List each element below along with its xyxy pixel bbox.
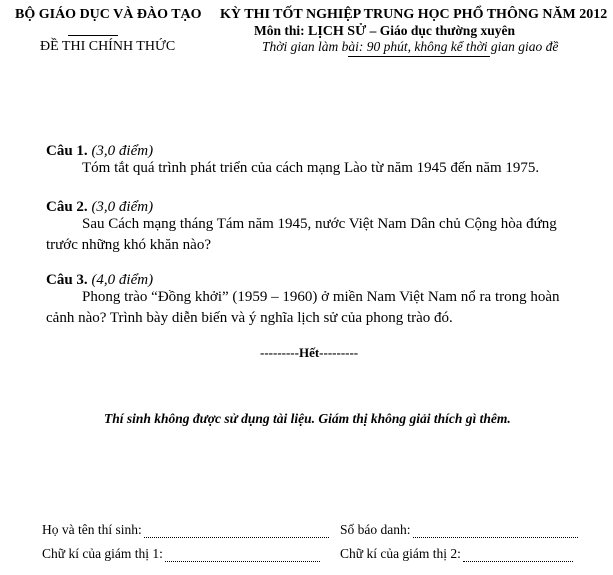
official-label: ĐỀ THI CHÍNH THỨC: [40, 39, 176, 54]
candidate-number-blank: [413, 525, 578, 538]
official-divider: [68, 35, 118, 36]
subject-suffix: – Giáo dục thường xuyên: [369, 23, 515, 38]
exam-note: Thí sinh không được sử dụng tài liệu. Giám thị không giải thích gì thêm.: [104, 411, 511, 426]
time-allowed: Thời gian làm bài: 90 phút, không kể thời gian giao đề: [262, 39, 559, 54]
proctor-2-field: [340, 546, 573, 562]
exam-title: KỲ THI TỐT NGHIỆP TRUNG HỌC PHỔ THÔNG NĂM 2012: [220, 7, 608, 22]
question-points: (3,0 điểm): [91, 143, 154, 159]
proctor-1-label: Chữ kí của giám thị 1:: [42, 546, 163, 561]
question-points: (3,0 điểm): [91, 199, 154, 215]
ministry-name: BỘ GIÁO DỤC VÀ ĐÀO TẠO: [15, 7, 202, 22]
question-2-body: Sau Cách mạng tháng Tám năm 1945, nước Việt Nam Dân chủ Cộng hòa đứng trước những khó khăn nào?: [46, 216, 557, 253]
candidate-name-blank: [144, 525, 329, 538]
question-1-body: Tóm tắt quá trình phát triển của cách mạng Lào từ năm 1945 đến năm 1975.: [82, 160, 540, 176]
subject-name: LỊCH SỬ: [308, 24, 367, 39]
candidate-name-field: [42, 522, 329, 538]
question-label: Câu 1.: [46, 143, 88, 159]
subject-line: [254, 23, 515, 40]
proctor-2-blank: [463, 549, 573, 562]
question-points: (4,0 điểm): [91, 272, 154, 288]
proctor-1-blank: [165, 549, 320, 562]
proctor-1-field: [42, 546, 320, 562]
candidate-number-label: Số báo danh:: [340, 522, 411, 537]
question-label: Câu 2.: [46, 199, 88, 215]
subject-prefix: Môn thi:: [254, 23, 305, 38]
candidate-number-field: [340, 522, 578, 538]
end-marker: ---------Hết---------: [260, 345, 359, 360]
question-3-body: Phong trào “Đồng khởi” (1959 – 1960) ở miền Nam Việt Nam nổ ra trong hoàn cảnh nào? Trình bày diễn biến và ý nghĩa lịch sử của phong trào đó.: [46, 289, 560, 326]
candidate-name-label: Họ và tên thí sinh:: [42, 522, 142, 537]
time-divider: [348, 56, 490, 57]
proctor-2-label: Chữ kí của giám thị 2:: [340, 546, 461, 561]
question-label: Câu 3.: [46, 272, 88, 288]
